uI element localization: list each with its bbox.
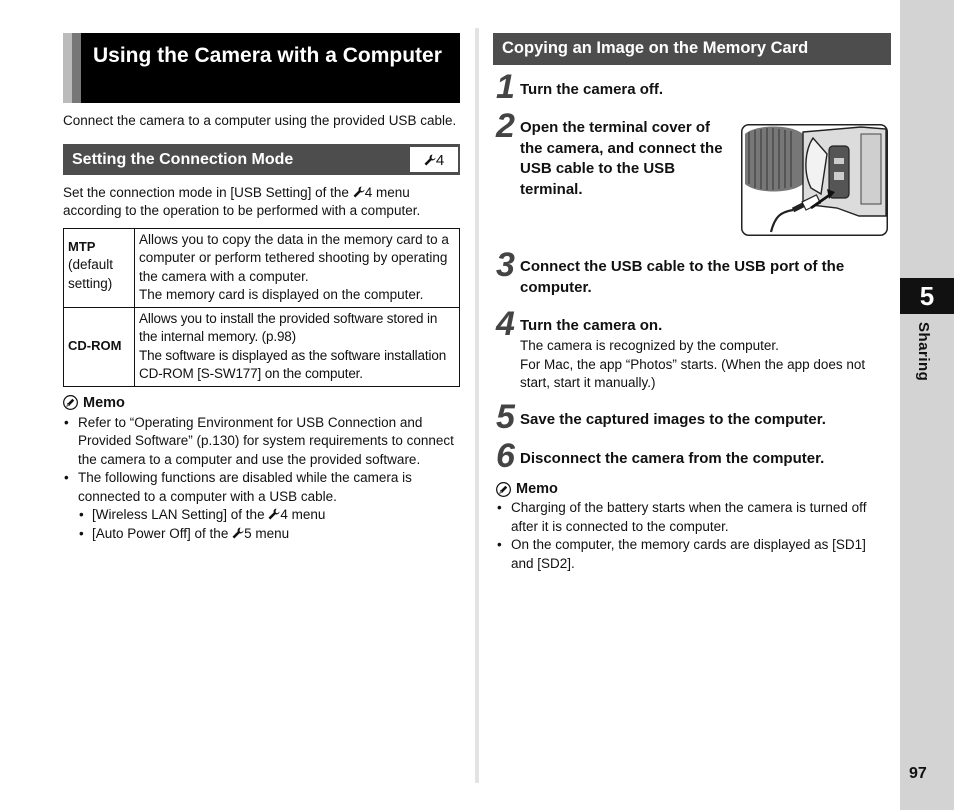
- table-row: [64, 307, 460, 386]
- memo-list: [496, 499, 891, 573]
- connection-text-part: menu according to the operation to be performed with a computer.: [63, 184, 421, 218]
- sub-item-text: menu: [287, 507, 326, 522]
- list-item: [78, 525, 460, 544]
- table-row: [64, 228, 460, 307]
- sub-item-text: [Wireless LAN Setting] of the: [92, 507, 269, 522]
- section-heading-text: Setting the Connection Mode: [72, 150, 294, 168]
- memo-sub-list: [78, 506, 460, 543]
- list-item: • Refer to “Operating Environment for USB Connection and Provided Software” (p.130) for system requirements to connect the camera to a computer and use the provided software.: [63, 414, 460, 470]
- step-number: 1: [496, 68, 515, 106]
- mode-description: Allows you to copy the data in the memory card to a computer or perform tethered shooting by operating the camera with a computer.: [139, 231, 449, 284]
- step-text: Connect the USB cable to the USB port of the computer.: [520, 258, 845, 296]
- left-column: [63, 33, 460, 543]
- sub-item-menu-number: 5: [244, 525, 252, 541]
- step-text: Open the terminal cover of the camera, and connect the USB cable to the USB terminal.: [520, 119, 723, 198]
- section-heading-connection-mode: [63, 144, 460, 175]
- page-number: 97: [909, 765, 927, 782]
- page-title-text: Using the Camera with a Computer: [93, 44, 442, 67]
- list-item: [78, 506, 460, 525]
- pencil-memo-icon: [496, 482, 511, 497]
- wrench-icon: [268, 508, 280, 520]
- step-number: 3: [496, 246, 515, 284]
- list-item: • Charging of the battery starts when the camera is turned off after it is connected to the computer.: [496, 499, 891, 536]
- mode-note: (default setting): [68, 257, 114, 291]
- memo-heading: [496, 481, 891, 497]
- mode-description: The memory card is displayed on the computer.: [139, 287, 424, 302]
- step-number: 5: [496, 398, 515, 436]
- connection-text-part: Set the connection mode in [USB Setting] of the: [63, 184, 353, 200]
- column-divider: [475, 28, 479, 783]
- memo-label: Memo: [516, 481, 558, 497]
- menu-reference-number: 4: [435, 151, 445, 169]
- wrench-icon: [232, 527, 244, 539]
- connection-menu-number: 4: [364, 184, 373, 200]
- section-heading-copying: Copying an Image on the Memory Card: [493, 33, 891, 65]
- mode-description: The software is displayed as the software installation CD-ROM [S-SW177] on the computer.: [139, 347, 447, 381]
- table-value-cell: [135, 307, 460, 386]
- title-accent-dark: [72, 33, 81, 103]
- mode-name: CD-ROM: [68, 338, 122, 354]
- camera-usb-connection-illustration: [741, 124, 888, 236]
- wrench-icon: [424, 154, 436, 166]
- chapter-number: 5: [900, 278, 954, 314]
- table-key-cell: [64, 228, 135, 307]
- connection-paragraph: [63, 184, 460, 221]
- menu-reference-badge: [409, 146, 459, 173]
- right-column: [493, 33, 891, 593]
- step-text: Turn the camera off.: [520, 81, 664, 98]
- step-number: 4: [496, 305, 515, 343]
- memo-heading: [63, 395, 460, 411]
- list-item: [63, 469, 460, 543]
- right-memo: [496, 481, 891, 573]
- memo-label: Memo: [83, 394, 125, 411]
- pencil-memo-icon: [63, 395, 78, 410]
- step-number: 6: [496, 437, 515, 475]
- intro-paragraph: Connect the camera to a computer using the provided USB cable.: [63, 113, 457, 128]
- list-item: • On the computer, the memory cards are displayed as [SD1] and [SD2].: [496, 536, 891, 573]
- title-accent-light: [63, 33, 72, 103]
- sub-item-text: menu: [251, 525, 290, 541]
- page-title: [63, 33, 460, 103]
- connection-mode-table: [63, 228, 460, 387]
- step-text: Disconnect the camera from the computer.: [520, 450, 825, 467]
- list-item-text: The following functions are disabled while the camera is connected to a computer with a USB cable.: [78, 470, 412, 504]
- step-text: Turn the camera on.: [520, 317, 663, 334]
- step-detail-line: The camera is recognized by the computer.: [520, 338, 779, 353]
- mode-description: Allows you to install the provided software stored in the internal memory. (p.98): [139, 310, 438, 344]
- table-key-cell: [64, 307, 135, 386]
- sub-item-menu-number: 4: [280, 507, 288, 522]
- chapter-label: Sharing: [915, 322, 932, 382]
- table-value-cell: [135, 228, 460, 307]
- wrench-icon: [353, 186, 365, 198]
- step-text: Save the captured images to the computer.: [520, 411, 826, 428]
- step-detail-line: For Mac, the app “Photos” starts. (When the app does not start, start it manually.): [520, 356, 866, 390]
- sub-item-text: [Auto Power Off] of the: [92, 525, 233, 541]
- mode-name: MTP: [68, 238, 96, 254]
- step-detail: [520, 337, 890, 393]
- memo-list: [63, 414, 460, 544]
- step-number: 2: [496, 107, 515, 145]
- chapter-sidebar: [900, 0, 954, 810]
